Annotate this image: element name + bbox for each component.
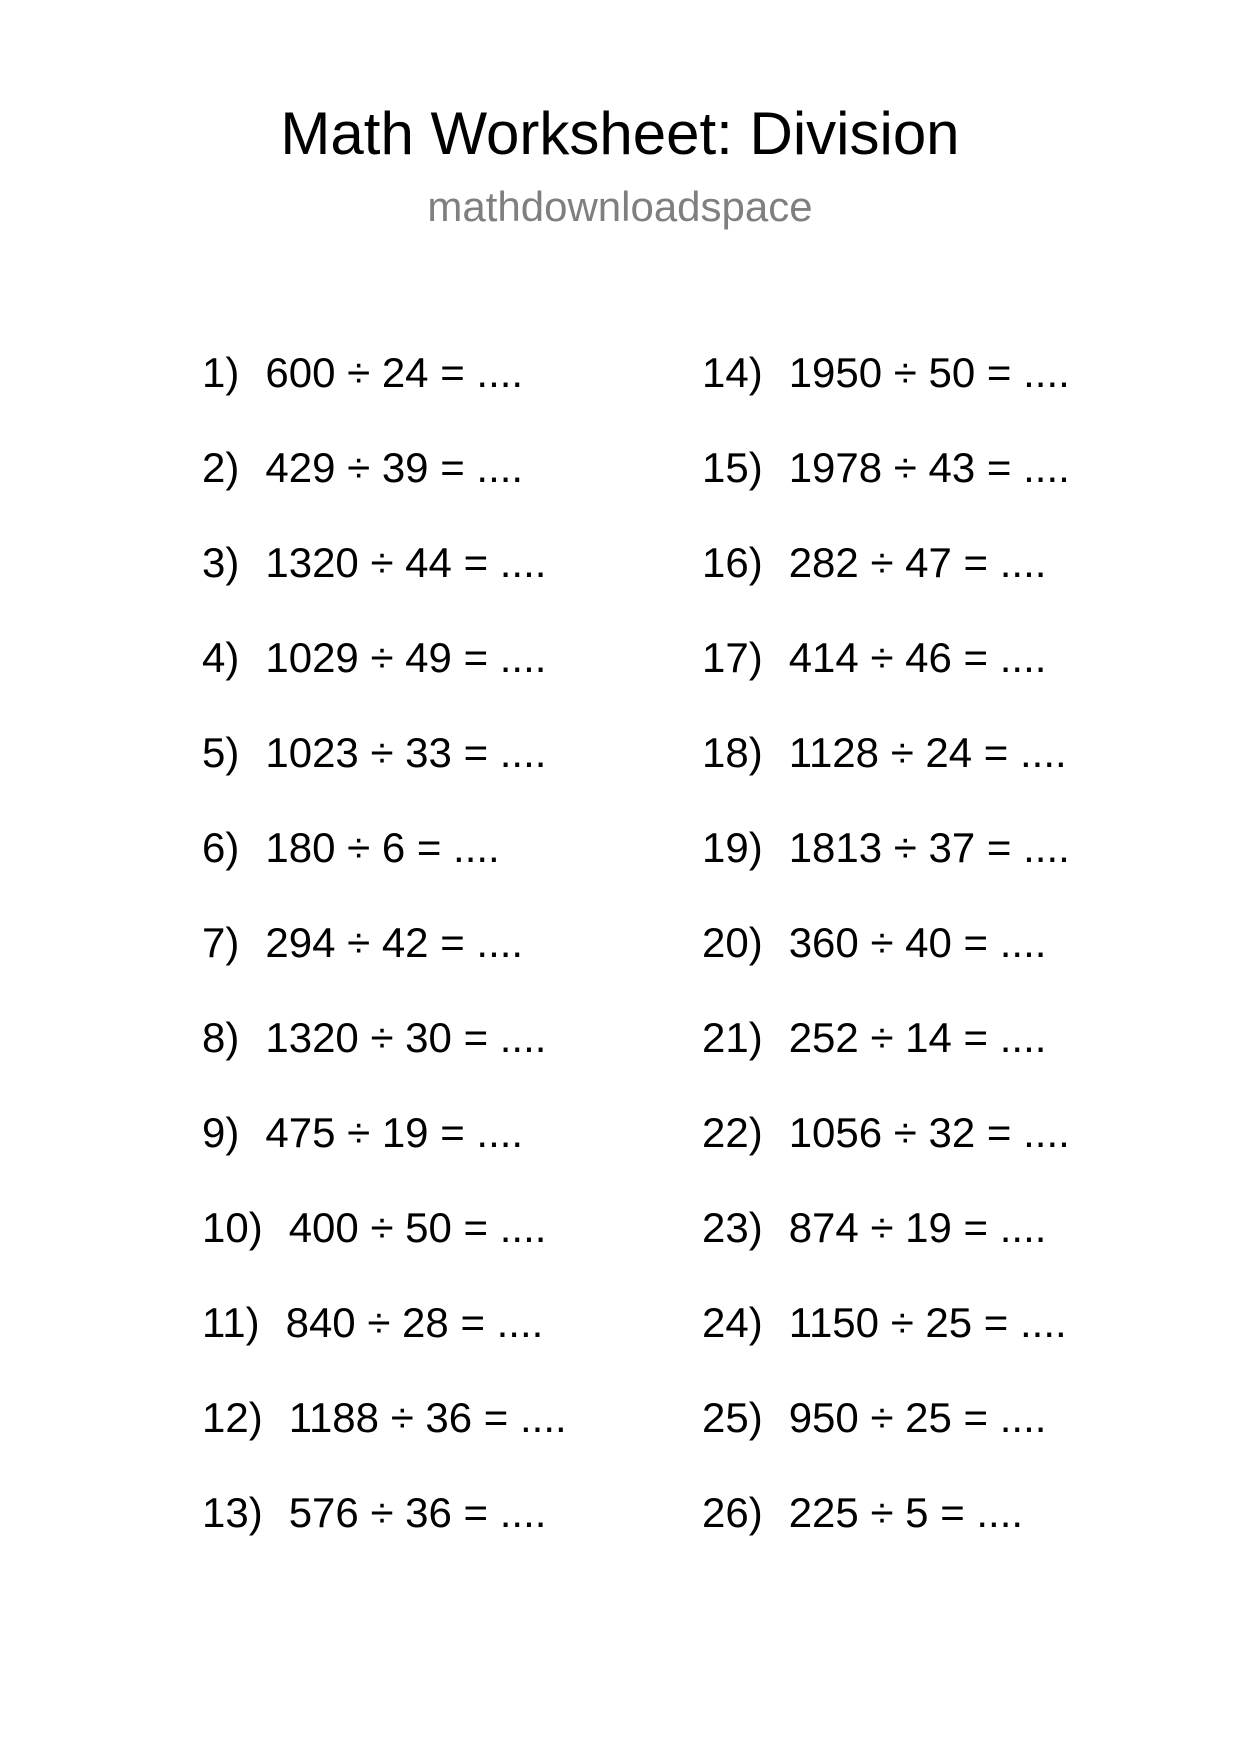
problem-number: 22) (702, 1109, 763, 1156)
problem-number: 5) (202, 729, 240, 776)
problem-number: 3) (202, 539, 240, 586)
problem-expression: 475 ÷ 19 = .... (265, 1109, 524, 1156)
problem-expression: 1128 ÷ 24 = .... (788, 729, 1067, 776)
problem-expression: 360 ÷ 40 = .... (788, 919, 1047, 966)
problem-number: 19) (702, 824, 763, 871)
problem-item (202, 1393, 567, 1488)
problem-number: 1) (202, 349, 240, 396)
problem-expression: 1813 ÷ 37 = .... (788, 824, 1070, 871)
problem-column-right (702, 348, 1070, 1583)
problem-expression: 294 ÷ 42 = .... (265, 919, 524, 966)
problem-column-left (202, 348, 567, 1583)
problem-number: 4) (202, 634, 240, 681)
problem-expression: 1320 ÷ 30 = .... (265, 1014, 547, 1061)
problem-item (202, 633, 567, 728)
problem-item (202, 918, 567, 1013)
problem-expression: 1056 ÷ 32 = .... (788, 1109, 1070, 1156)
problem-number: 15) (702, 444, 763, 491)
problem-expression: 400 ÷ 50 = .... (288, 1204, 547, 1251)
problem-number: 9) (202, 1109, 240, 1156)
problem-number: 14) (702, 349, 763, 396)
problem-item (202, 538, 567, 633)
problem-item (702, 443, 1070, 538)
problem-number: 6) (202, 824, 240, 871)
problem-item (702, 1488, 1070, 1583)
problem-item (202, 823, 567, 918)
problem-item (202, 348, 567, 443)
problem-number: 25) (702, 1394, 763, 1441)
problem-item (202, 728, 567, 823)
worksheet-title: Math Worksheet: Division (280, 100, 960, 167)
problem-item (702, 1108, 1070, 1203)
problem-number: 24) (702, 1299, 763, 1346)
problem-expression: 1320 ÷ 44 = .... (265, 539, 547, 586)
problem-number: 21) (702, 1014, 763, 1061)
problem-number: 23) (702, 1204, 763, 1251)
problem-number: 18) (702, 729, 763, 776)
problem-number: 13) (202, 1489, 263, 1536)
problem-item (702, 348, 1070, 443)
problem-item (702, 918, 1070, 1013)
problem-number: 26) (702, 1489, 763, 1536)
problem-number: 10) (202, 1204, 263, 1251)
problem-expression: 576 ÷ 36 = .... (288, 1489, 547, 1536)
problem-expression: 180 ÷ 6 = .... (265, 824, 500, 871)
problem-number: 11) (202, 1299, 260, 1346)
problem-expression: 1188 ÷ 36 = .... (288, 1394, 567, 1441)
problem-item (702, 538, 1070, 633)
problem-expression: 1978 ÷ 43 = .... (788, 444, 1070, 491)
problem-expression: 429 ÷ 39 = .... (265, 444, 524, 491)
problem-number: 16) (702, 539, 763, 586)
problem-item (702, 1393, 1070, 1488)
problem-number: 7) (202, 919, 240, 966)
problem-expression: 950 ÷ 25 = .... (788, 1394, 1047, 1441)
problem-item (702, 633, 1070, 728)
problem-item (702, 1298, 1070, 1393)
problem-number: 2) (202, 444, 240, 491)
problem-item (202, 1108, 567, 1203)
problem-expression: 414 ÷ 46 = .... (788, 634, 1047, 681)
problem-expression: 1029 ÷ 49 = .... (265, 634, 547, 681)
problem-expression: 840 ÷ 28 = .... (285, 1299, 544, 1346)
problem-number: 12) (202, 1394, 263, 1441)
problem-expression: 874 ÷ 19 = .... (788, 1204, 1047, 1251)
worksheet-subtitle: mathdownloadspace (427, 183, 813, 230)
problem-expression: 282 ÷ 47 = .... (788, 539, 1047, 586)
problem-item (202, 1298, 567, 1393)
problem-expression: 1023 ÷ 33 = .... (265, 729, 547, 776)
problem-number: 17) (702, 634, 763, 681)
problem-item (202, 1488, 567, 1583)
problem-expression: 1950 ÷ 50 = .... (788, 349, 1070, 396)
problem-item (202, 443, 567, 538)
problem-item (702, 728, 1070, 823)
problem-expression: 600 ÷ 24 = .... (265, 349, 524, 396)
problem-expression: 252 ÷ 14 = .... (788, 1014, 1047, 1061)
problem-item (702, 1203, 1070, 1298)
problem-number: 20) (702, 919, 763, 966)
problem-number: 8) (202, 1014, 240, 1061)
problem-item (202, 1203, 567, 1298)
problem-item (702, 1013, 1070, 1108)
problem-expression: 1150 ÷ 25 = .... (788, 1299, 1067, 1346)
problem-expression: 225 ÷ 5 = .... (788, 1489, 1024, 1536)
problem-item (702, 823, 1070, 918)
problem-item (202, 1013, 567, 1108)
